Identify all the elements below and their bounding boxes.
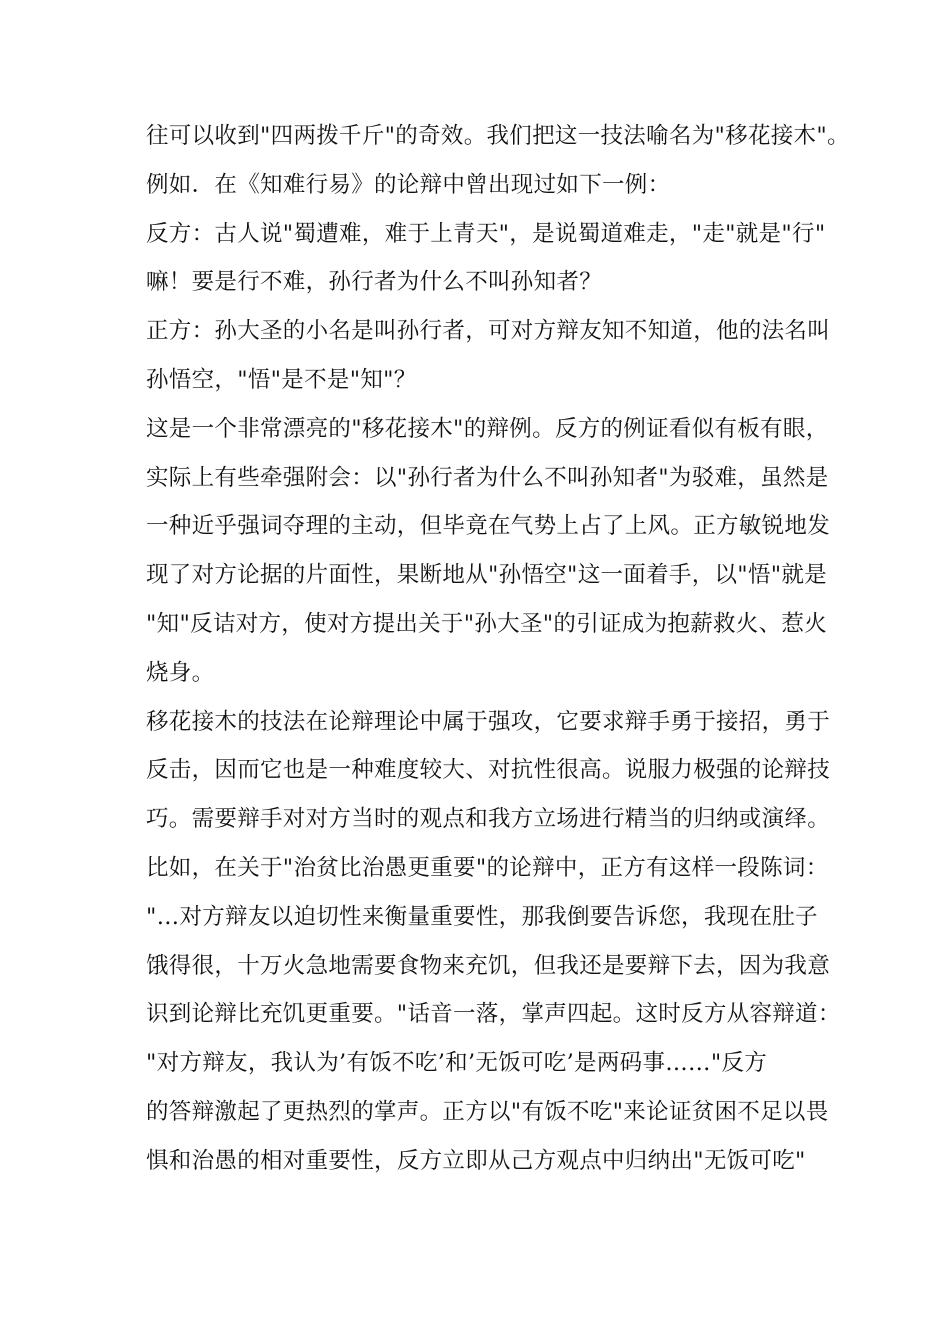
text-line: 例如．在《知难行易》的论辩中曾出现过如下一例： <box>146 171 671 198</box>
text-line: 反方：古人说"蜀遭难，难于上青天"，是说蜀道难走，"走"就是"行" <box>146 220 826 247</box>
text-line: 烧身。 <box>146 659 215 686</box>
text-line: 巧。需要辩手对对方当时的观点和我方立场进行精当的归纳或演绎。 <box>146 806 831 833</box>
text-line: 惧和治愚的相对重要性，反方立即从己方观点中归纳出"无饭可吃" <box>146 1147 806 1174</box>
text-line: 嘛！要是行不难，孙行者为什么不叫孙知者？ <box>146 269 603 296</box>
text-line: 移花接木的技法在论辩理论中属于强攻，它要求辩手勇于接招，勇于 <box>146 708 831 735</box>
text-line: 一种近乎强词夺理的主动，但毕竟在气势上占了上风。正方敏锐地发 <box>146 513 831 540</box>
text-line: 反击，因而它也是一种难度较大、对抗性很高。说服力极强的论辩技 <box>146 757 831 784</box>
text-line: 的答辩激起了更热烈的掌声。正方以"有饭不吃"来论证贫困不足以畏 <box>146 1098 829 1125</box>
text-line: 往可以收到"四两拨千斤"的奇效。我们把这一技法喻名为"移花接木"。 <box>146 123 850 149</box>
text-line: "知"反诘对方，使对方提出关于"孙大圣"的引证成为抱薪救火、惹火 <box>146 610 827 637</box>
text-line: 比如，在关于"治贫比治愚更重要"的论辩中，正方有这样一段陈词： <box>146 854 829 881</box>
text-line: "…对方辩友以迫切性来衡量重要性，那我倒要告诉您，我现在肚子 <box>146 903 818 930</box>
text-line: 现了对方论据的片面性，果断地从"孙悟空"这一面着手，以"悟"就是 <box>146 562 827 589</box>
text-line: 这是一个非常漂亮的"移花接木"的辩例。反方的例证看似有板有眼， <box>146 415 829 442</box>
text-line: 识到论辩比充饥更重要。"话音一落，掌声四起。这时反方从容辩道： <box>146 1001 841 1028</box>
text-line: "对方辩友，我认为’有饭不吃’和’无饭可吃’是两码事……"反方 <box>146 1050 768 1077</box>
text-line: 孙悟空，"悟"是不是"知"？ <box>146 366 417 393</box>
text-line: 实际上有些牵强附会：以"孙行者为什么不叫孙知者"为驳难，虽然是 <box>146 464 829 491</box>
body-text <box>146 112 850 1186</box>
text-line: 正方：孙大圣的小名是叫孙行者，可对方辩友知不知道，他的法名叫 <box>146 318 831 345</box>
text-line: 饿得很，十万火急地需要食物来充饥，但我还是要辩下去，因为我意 <box>146 952 831 979</box>
